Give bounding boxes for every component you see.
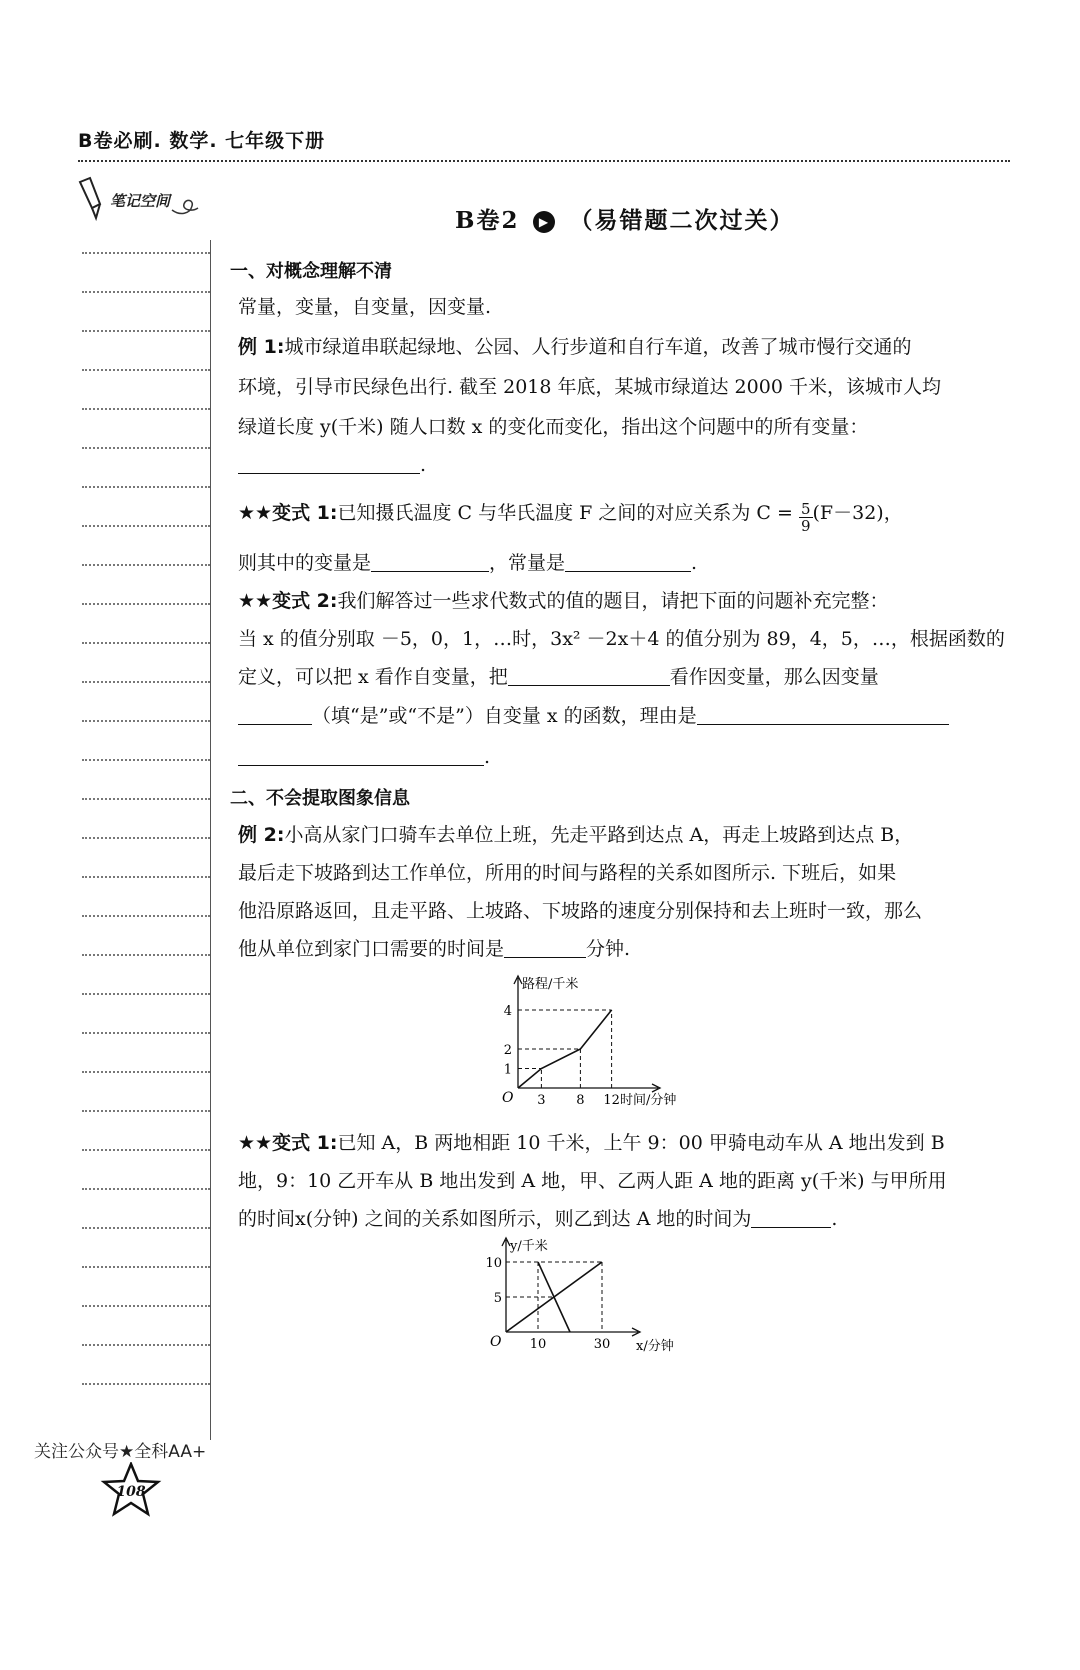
variant2-line3 <box>238 664 879 690</box>
note-line <box>82 291 210 293</box>
x-tick-label: 12 <box>603 1093 620 1108</box>
y-tick-label: 10 <box>485 1256 502 1271</box>
answer-blank[interactable] <box>508 667 670 686</box>
variant2-line4 <box>238 703 949 729</box>
note-line <box>82 720 210 722</box>
fraction-5-9 <box>799 501 813 534</box>
example2-line3: 他沿原路返回，且走平路、上坡路、下坡路的速度分别保持和去上班时一致，那么 <box>238 900 923 922</box>
note-line <box>82 1383 210 1385</box>
wechat-promo: 关注公众号★全科AA+ <box>34 1442 207 1462</box>
note-line <box>82 603 210 605</box>
swirl-icon <box>170 196 200 218</box>
page-number: 108 <box>116 1484 146 1500</box>
answer-blank[interactable] <box>238 455 420 474</box>
title-sub: （易错题二次过关） <box>569 207 795 234</box>
note-line <box>82 1266 210 1268</box>
period: . <box>691 552 698 574</box>
y-axis-label: 路程/千米 <box>522 977 579 992</box>
variant1-text2a: 则其中的变量是 <box>238 552 372 574</box>
note-line <box>82 1110 210 1112</box>
note-line <box>82 252 210 254</box>
note-line <box>82 954 210 956</box>
note-line <box>82 993 210 995</box>
variant2-text1: 我们解答过一些求代数式的值的题目，请把下面的问题补充完整： <box>337 590 889 612</box>
note-line <box>82 876 210 878</box>
variant2-text3b: 看作因变量，那么因变量 <box>669 666 879 688</box>
variant2-line5 <box>238 744 490 770</box>
note-line <box>82 798 210 800</box>
play-icon: ▶ <box>533 211 555 233</box>
page-number-star <box>100 1462 162 1518</box>
variant1-text2b: ，常量是 <box>489 552 566 574</box>
note-line <box>82 1071 210 1073</box>
title-main: B卷2 <box>455 207 520 234</box>
variant1-line1 <box>238 500 903 534</box>
s2-variant1-line1 <box>238 1130 945 1156</box>
example2-text1: 小高从家门口骑车去单位上班，先走平路到达点 A，再走上坡路到达点 B， <box>284 824 914 846</box>
header-divider <box>78 160 1010 162</box>
note-line <box>82 915 210 917</box>
pencil-icon <box>74 174 114 224</box>
variant1-text1b: (F－32)， <box>812 502 903 524</box>
answer-blank[interactable] <box>504 939 586 958</box>
example1-line2: 环境，引导市民绿色出行. 截至 2018 年底，某城市绿道达 2000 千米，该城市人均 <box>238 376 941 398</box>
variant2-line2: 当 x 的值分别取 －5，0，1，…时，3x² －2x＋4 的值分别为 89，4，5，…，根据函数的 <box>238 628 1005 650</box>
s2-variant1-line3 <box>238 1206 837 1232</box>
note-line <box>82 837 210 839</box>
example2-line1 <box>238 822 913 848</box>
note-line <box>82 681 210 683</box>
s2-variant1-text3a: 的时间x(分钟) 之间的关系如图所示，则乙到达 A 地的时间为 <box>238 1208 752 1230</box>
two-person-chart <box>478 1236 708 1360</box>
example2-label: 例 2: <box>238 824 285 846</box>
section1-heading: 一、对概念理解不清 <box>230 261 392 282</box>
note-line <box>82 1305 210 1307</box>
page-title <box>455 202 794 235</box>
period: . <box>831 1208 838 1230</box>
y-tick-label: 1 <box>503 1062 512 1078</box>
x-axis-label: x/分钟 <box>636 1339 674 1354</box>
distance-time-chart <box>480 972 710 1122</box>
x-tick-label: 8 <box>576 1093 585 1108</box>
y-axis-label: y/千米 <box>510 1239 548 1254</box>
note-line <box>82 1149 210 1151</box>
y-tick-label: 2 <box>503 1043 512 1058</box>
variant2-text4a: （填“是”或“不是”）自变量 x 的函数，理由是 <box>312 705 697 727</box>
note-line <box>82 1344 210 1346</box>
section2-heading: 二、不会提取图象信息 <box>230 788 410 809</box>
example1-line1 <box>238 334 911 360</box>
margin-divider <box>210 240 211 1440</box>
note-line <box>82 525 210 527</box>
example1-line3: 绿道长度 y(千米) 随人口数 x 的变化而变化，指出这个问题中的所有变量： <box>238 416 869 438</box>
note-line <box>82 642 210 644</box>
s2-variant1-line2: 地，9：10 乙开车从 B 地出发到 A 地，甲、乙两人距 A 地的距离 y(千米) 与甲所用 <box>238 1170 947 1192</box>
period: . <box>420 454 427 476</box>
note-line <box>82 486 210 488</box>
example2-line4 <box>238 936 630 962</box>
variant1-text1: 已知摄氏温度 C 与华氏温度 F 之间的对应关系为 C = <box>337 502 793 524</box>
x-tick-label: 10 <box>529 1337 547 1352</box>
note-line <box>82 759 210 761</box>
answer-blank[interactable] <box>238 747 484 766</box>
period: . <box>484 746 491 768</box>
s2-variant1-label: ★★变式 1: <box>238 1132 338 1154</box>
x-tick-label: 30 <box>593 1337 611 1352</box>
example1-answer-line <box>238 452 426 478</box>
answer-blank[interactable] <box>751 1209 831 1228</box>
note-line <box>82 408 210 410</box>
origin-label: O <box>502 1090 514 1106</box>
notes-space-label: 笔记空间 <box>110 192 171 210</box>
variant1-line2 <box>238 550 697 576</box>
x-axis-label: 时间/分钟 <box>620 1093 677 1108</box>
note-line <box>82 564 210 566</box>
concept-list: 常量，变量，自变量，因变量. <box>238 296 492 318</box>
example1-text1: 城市绿道串联起绿地、公园、人行步道和自行车道，改善了城市慢行交通的 <box>284 336 912 358</box>
note-line <box>82 447 210 449</box>
note-line <box>82 1188 210 1190</box>
note-line <box>82 369 210 371</box>
answer-blank[interactable] <box>238 706 312 725</box>
y-tick-label: 4 <box>503 1004 512 1019</box>
note-line <box>82 1032 210 1034</box>
note-line <box>82 1227 210 1229</box>
answer-blank[interactable] <box>565 553 691 572</box>
answer-blank[interactable] <box>371 553 489 572</box>
x-tick-label: 3 <box>537 1093 546 1108</box>
fraction-numerator: 5 <box>800 500 811 518</box>
variant2-text3a: 定义，可以把 x 看作自变量，把 <box>238 666 508 688</box>
variant2-line1 <box>238 588 889 614</box>
example1-label: 例 1: <box>238 336 285 358</box>
example2-text4b: 分钟. <box>586 938 631 960</box>
note-line <box>82 330 210 332</box>
example2-text4a: 他从单位到家门口需要的时间是 <box>238 938 505 960</box>
example2-line2: 最后走下坡路到达工作单位，所用的时间与路程的关系如图所示. 下班后，如果 <box>238 862 897 884</box>
variant1-label: ★★变式 1: <box>238 502 338 524</box>
variant2-label: ★★变式 2: <box>238 590 338 612</box>
book-header: B卷必刷. 数学. 七年级下册 <box>78 130 326 152</box>
s2-variant1-text1: 已知 A，B 两地相距 10 千米，上午 9：00 甲骑电动车从 A 地出发到 B <box>337 1132 945 1154</box>
fraction-denominator: 9 <box>800 517 811 535</box>
origin-label: O <box>490 1334 502 1350</box>
y-tick-label: 5 <box>493 1291 502 1306</box>
answer-blank[interactable] <box>697 706 949 725</box>
